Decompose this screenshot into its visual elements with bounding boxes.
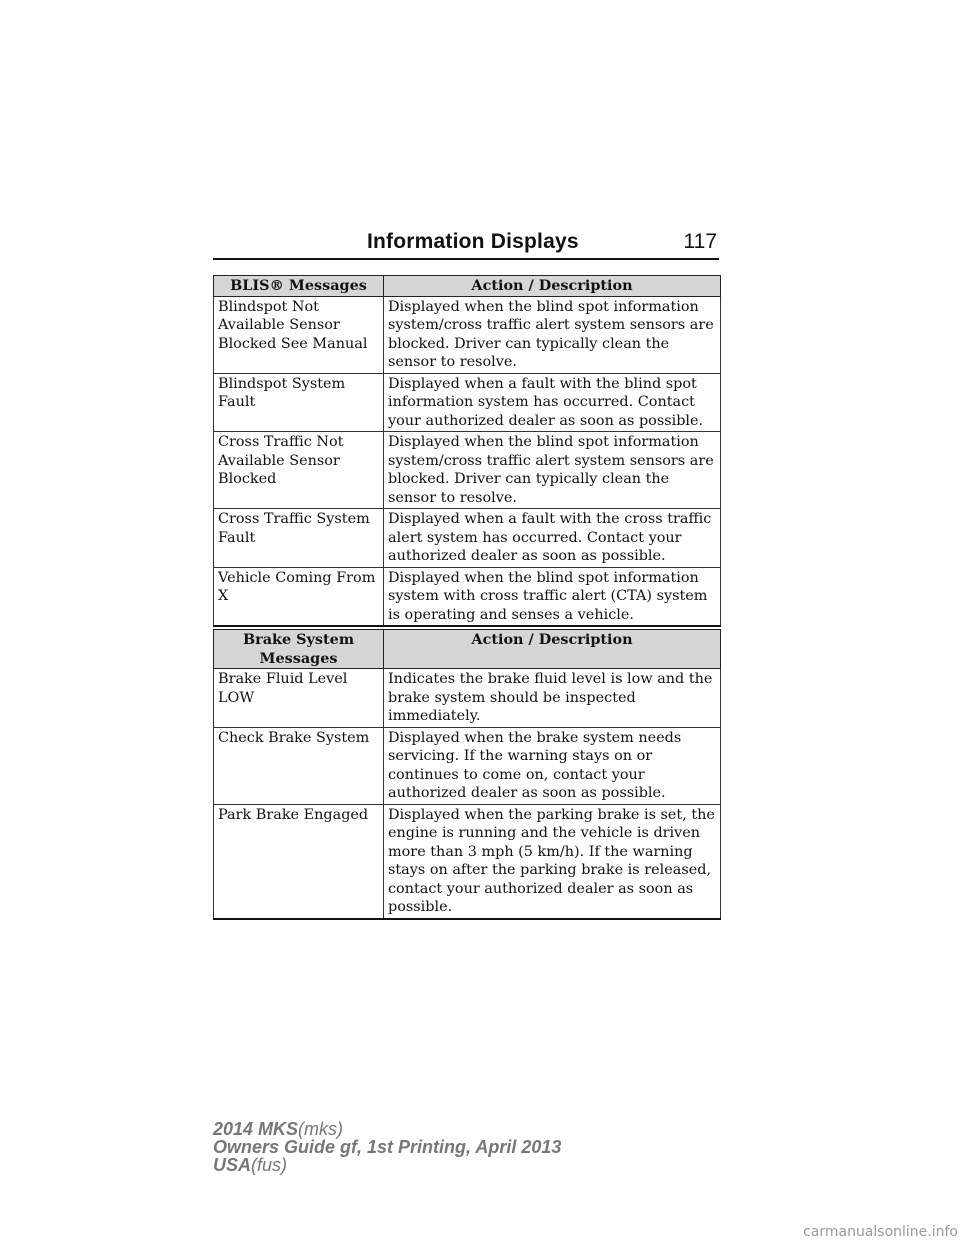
- footer-market-code: (fus): [251, 1155, 288, 1175]
- description-cell: Displayed when the brake system needs servicing. If the warning stays on or continues to come on, contact your authorized dealer as soon as possible.: [384, 727, 721, 804]
- table-row: [214, 432, 721, 509]
- message-cell: Blindspot Not Available Sensor Blocked See Manual: [214, 296, 384, 373]
- table-row: [214, 296, 721, 373]
- description-cell: Displayed when a fault with the cross traffic alert system has occurred. Contact your authorized dealer as soon as possible.: [384, 509, 721, 568]
- table-header-row: [214, 276, 721, 297]
- print-footer: [213, 1120, 561, 1174]
- footer-market: USA: [213, 1155, 252, 1175]
- message-cell: Brake Fluid Level LOW: [214, 669, 384, 728]
- description-cell: Displayed when the blind spot information system/cross traffic alert system sensors are blocked. Driver can typically clean the sensor to resolve.: [384, 432, 721, 509]
- footer-model-line: [213, 1120, 561, 1138]
- table-row: [214, 727, 721, 804]
- footer-model: 2014 MKS: [213, 1119, 299, 1139]
- description-cell: Displayed when the blind spot information system/cross traffic alert system sensors are blocked. Driver can typically clean the sensor to resolve.: [384, 296, 721, 373]
- blis-messages-table: [213, 275, 721, 627]
- message-cell: Park Brake Engaged: [214, 804, 384, 919]
- message-cell: Vehicle Coming From X: [214, 567, 384, 626]
- page-header: [213, 228, 719, 260]
- table-header-row: [214, 630, 721, 669]
- page-number: 117: [683, 230, 717, 253]
- column-header-description: Action / Description: [384, 630, 721, 669]
- description-cell: Displayed when the parking brake is set, the engine is running and the vehicle is driven more than 3 mph (5 km/h). If the warning stays on after the parking brake is released, contact your authorized dealer as soon as possible.: [384, 804, 721, 919]
- description-cell: Displayed when the blind spot information system with cross traffic alert (CTA) system is operating and senses a vehicle.: [384, 567, 721, 626]
- table-row: [214, 509, 721, 568]
- column-header-messages: Brake System Messages: [214, 630, 384, 669]
- table-row: [214, 373, 721, 432]
- section-title: Information Displays: [367, 230, 579, 253]
- footer-market-line: [213, 1156, 561, 1174]
- message-cell: Blindspot System Fault: [214, 373, 384, 432]
- table-row: [214, 669, 721, 728]
- description-cell: Indicates the brake fluid level is low and the brake system should be inspected immediately.: [384, 669, 721, 728]
- watermark: carmanualsonline.info: [803, 1224, 958, 1240]
- footer-edition: Owners Guide gf, 1st Printing, April 2013: [213, 1137, 562, 1157]
- brake-messages-table: [213, 629, 721, 920]
- description-cell: Displayed when a fault with the blind spot information system has occurred. Contact your authorized dealer as soon as possible.: [384, 373, 721, 432]
- table-row: [214, 804, 721, 919]
- message-cell: Cross Traffic System Fault: [214, 509, 384, 568]
- table-row: [214, 567, 721, 626]
- column-header-description: Action / Description: [384, 276, 721, 297]
- column-header-messages: BLIS® Messages: [214, 276, 384, 297]
- message-cell: Check Brake System: [214, 727, 384, 804]
- footer-model-code: (mks): [298, 1119, 344, 1139]
- message-cell: Cross Traffic Not Available Sensor Blocked: [214, 432, 384, 509]
